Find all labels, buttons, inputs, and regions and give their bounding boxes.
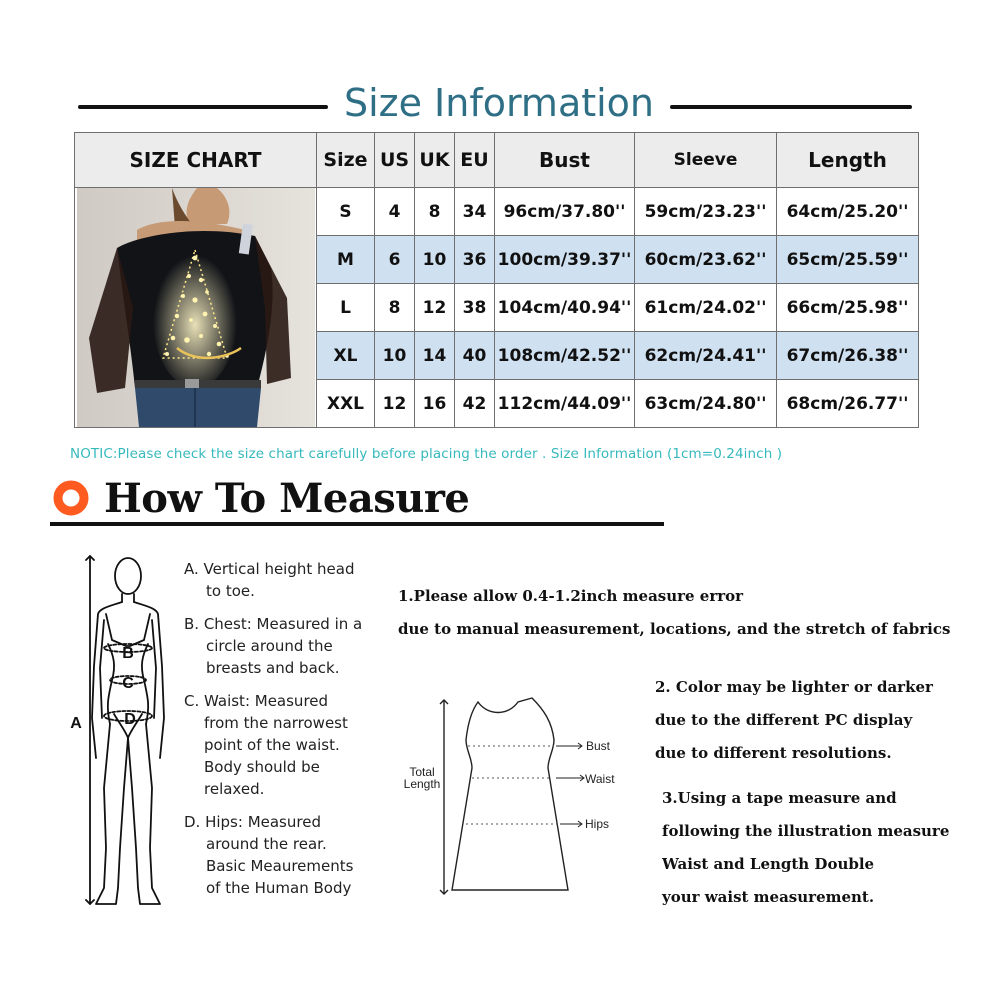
orange-ring-icon xyxy=(53,480,89,516)
cell-uk: 12 xyxy=(415,284,455,332)
instruction-line: B. Chest: Measured in a xyxy=(184,615,363,633)
cell-eu: 42 xyxy=(455,380,495,428)
cell-length: 68cm/26.77'' xyxy=(777,380,919,428)
cell-bust: 96cm/37.80'' xyxy=(495,188,635,236)
instruction-line: point of the waist. xyxy=(204,736,340,754)
cell-length: 66cm/25.98'' xyxy=(777,284,919,332)
how-to-measure-title: How To Measure xyxy=(104,475,470,522)
dress-label-total: Total xyxy=(409,765,435,779)
cell-sleeve: 59cm/23.23'' xyxy=(635,188,777,236)
note-3-line-1: 3.Using a tape measure and xyxy=(662,789,897,807)
instruction-line: circle around the xyxy=(206,637,333,655)
product-photo-cell xyxy=(75,188,317,428)
cell-us: 12 xyxy=(375,380,415,428)
header-size-chart: SIZE CHART xyxy=(75,133,317,188)
cell-eu: 40 xyxy=(455,332,495,380)
table-header-row xyxy=(75,133,919,188)
instruction-a xyxy=(184,558,384,602)
cell-bust: 100cm/39.37'' xyxy=(495,236,635,284)
body-measurement-figure xyxy=(70,548,182,920)
note-2-line-3: due to different resolutions. xyxy=(655,744,892,762)
cell-length: 64cm/25.20'' xyxy=(777,188,919,236)
body-label-b: B xyxy=(122,645,134,662)
cell-size: XL xyxy=(317,332,375,380)
cell-uk: 10 xyxy=(415,236,455,284)
header-eu: EU xyxy=(455,133,495,188)
how-to-measure-rule xyxy=(50,522,664,526)
instruction-d xyxy=(184,811,384,899)
note-3-line-3: Waist and Length Double xyxy=(662,855,875,873)
cell-eu: 38 xyxy=(455,284,495,332)
cell-us: 8 xyxy=(375,284,415,332)
cell-uk: 8 xyxy=(415,188,455,236)
cell-size: S xyxy=(317,188,375,236)
instruction-line: around the rear. xyxy=(206,835,327,853)
cell-sleeve: 62cm/24.41'' xyxy=(635,332,777,380)
cell-eu: 34 xyxy=(455,188,495,236)
note-3-line-4: your waist measurement. xyxy=(662,888,875,906)
cell-sleeve: 63cm/24.80'' xyxy=(635,380,777,428)
dress-label-length: Length xyxy=(403,777,441,791)
header-size: Size xyxy=(317,133,375,188)
instruction-line: C. Waist: Measured xyxy=(184,692,329,710)
cell-us: 10 xyxy=(375,332,415,380)
cell-sleeve: 61cm/24.02'' xyxy=(635,284,777,332)
instruction-line: relaxed. xyxy=(204,780,265,798)
size-information-header xyxy=(78,78,912,128)
size-notice: NOTIC:Please check the size chart carefully before placing the order . Size Information (1cm=0.24inch ) xyxy=(70,446,783,462)
cell-bust: 104cm/40.94'' xyxy=(495,284,635,332)
page-title: Size Information xyxy=(343,81,655,125)
body-label-d: D xyxy=(124,711,136,728)
table-row xyxy=(75,188,919,236)
cell-us: 6 xyxy=(375,236,415,284)
note-1-line-1: 1.Please allow 0.4-1.2inch measure error xyxy=(398,587,744,605)
instruction-line: breasts and back. xyxy=(206,659,340,677)
how-to-measure-header xyxy=(50,474,670,530)
header-us: US xyxy=(375,133,415,188)
instruction-line: of the Human Body xyxy=(206,879,352,897)
header-uk: UK xyxy=(415,133,455,188)
dress-measurement-diagram xyxy=(396,694,636,904)
cell-bust: 112cm/44.09'' xyxy=(495,380,635,428)
note-2-line-2: due to the different PC display xyxy=(655,711,913,729)
body-label-c: C xyxy=(122,675,134,692)
cell-length: 65cm/25.59'' xyxy=(777,236,919,284)
product-photo xyxy=(77,188,315,427)
instruction-b xyxy=(184,613,384,679)
dress-label-bust: Bust xyxy=(586,739,611,753)
instruction-line: from the narrowest xyxy=(204,714,348,732)
cell-size: XXL xyxy=(317,380,375,428)
title-rule-right xyxy=(670,105,912,109)
note-3-line-2: following the illustration measure xyxy=(662,822,950,840)
cell-bust: 108cm/42.52'' xyxy=(495,332,635,380)
instruction-line: to toe. xyxy=(206,582,255,600)
dress-label-waist: Waist xyxy=(585,772,615,786)
measurement-instructions xyxy=(184,558,384,910)
cell-uk: 16 xyxy=(415,380,455,428)
note-1-line-2: due to manual measurement, locations, and the stretch of fabrics xyxy=(398,620,951,638)
note-2-line-1: 2. Color may be lighter or darker xyxy=(655,678,933,696)
body-label-a: A xyxy=(70,715,82,732)
cell-eu: 36 xyxy=(455,236,495,284)
instruction-line: Body should be xyxy=(204,758,320,776)
header-sleeve: Sleeve xyxy=(635,133,777,188)
size-chart-table xyxy=(74,132,919,428)
instruction-line: D. Hips: Measured xyxy=(184,813,321,831)
dress-label-hips: Hips xyxy=(585,817,610,831)
cell-uk: 14 xyxy=(415,332,455,380)
header-length: Length xyxy=(777,133,919,188)
cell-sleeve: 60cm/23.62'' xyxy=(635,236,777,284)
title-rule-left xyxy=(78,105,328,109)
header-bust: Bust xyxy=(495,133,635,188)
cell-us: 4 xyxy=(375,188,415,236)
instruction-line: Basic Meaurements xyxy=(206,857,354,875)
instruction-line: A. Vertical height head xyxy=(184,560,355,578)
cell-size: M xyxy=(317,236,375,284)
cell-size: L xyxy=(317,284,375,332)
cell-length: 67cm/26.38'' xyxy=(777,332,919,380)
instruction-c xyxy=(184,690,384,800)
